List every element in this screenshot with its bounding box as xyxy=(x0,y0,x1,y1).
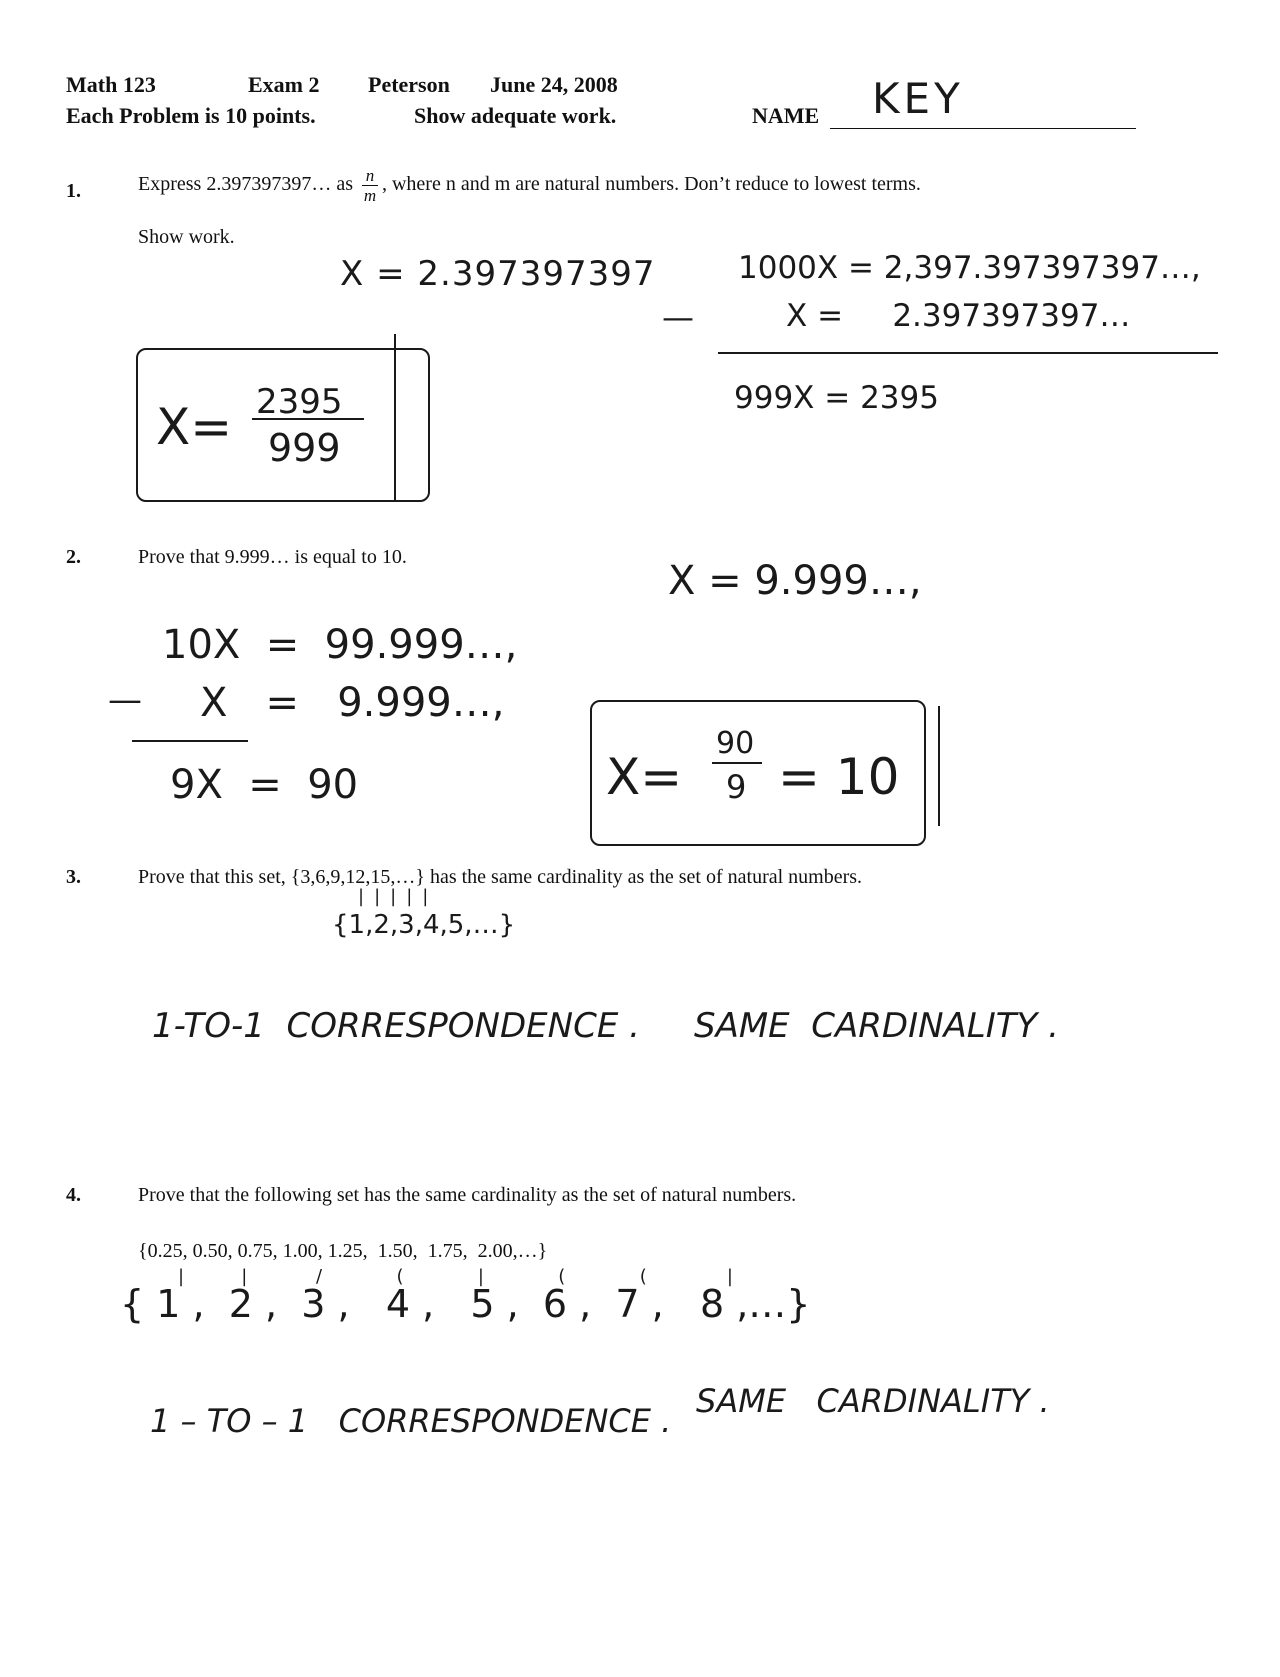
work-subtraction-rule xyxy=(718,352,1218,354)
problem-text-end: , where n and m are natural numbers. Don’t reduce to lowest terms. xyxy=(381,173,921,196)
work-x-definition: X = 9.999…, xyxy=(668,558,922,604)
header-date: June 24, 2008 xyxy=(490,72,618,97)
problem-number: 4. xyxy=(66,1184,81,1206)
work-line-subtract: X = 2.397397397… xyxy=(786,298,1131,334)
work-mapped-set: { 1 , 2 , 3 , 4 , 5 , 6 , 7 , 8 ,…} xyxy=(120,1282,811,1326)
problem-text: Prove that the following set has the same cardinality as the set of natural numbers. xyxy=(138,1184,797,1206)
header-instructions: Show adequate work. xyxy=(414,103,617,128)
header-course: Math 123 xyxy=(66,72,156,97)
answer-denominator: 9 xyxy=(726,768,747,806)
work-conclusion: SAME CARDINALITY . xyxy=(694,1006,1059,1046)
header-exam: Exam 2 xyxy=(248,72,320,97)
work-result: 9X = 90 xyxy=(170,762,359,808)
correspondence-ticks: ||||| xyxy=(358,886,439,907)
work-x-definition: X = 2.397397397 xyxy=(340,254,656,294)
problem-number: 1. xyxy=(66,180,81,202)
problem-text: Prove that this set, {3,6,9,12,15,…} has the same cardinality as the set of natural numbers. xyxy=(138,866,863,888)
answer-box-mark xyxy=(938,706,940,826)
name-value: KEY xyxy=(872,74,964,123)
work-result: 999X = 2395 xyxy=(734,380,939,416)
header-instructor: Peterson xyxy=(368,72,450,97)
work-line-top: 10X = 99.999…, xyxy=(162,622,518,668)
problem-number: 2. xyxy=(66,546,81,568)
problem-set: {0.25, 0.50, 0.75, 1.00, 1.25, 1.50, 1.75, 2.00,…} xyxy=(138,1240,548,1262)
header-points: Each Problem is 10 points. xyxy=(66,103,316,128)
name-underline xyxy=(830,128,1136,129)
work-correspondence: 1 – TO – 1 CORRESPONDENCE . xyxy=(150,1402,672,1440)
work-minus-sign: — xyxy=(108,680,142,720)
problem-text-start: Express 2.397397397… as xyxy=(138,173,353,196)
answer-lhs: X= xyxy=(606,748,683,806)
answer-rhs: = 10 xyxy=(778,748,900,806)
answer-numerator: 2395 xyxy=(256,382,343,422)
answer-box-mark xyxy=(394,334,396,502)
answer-numerator: 90 xyxy=(716,726,755,761)
work-line-subtract: X = 9.999…, xyxy=(200,680,505,726)
problem-text: Prove that 9.999… is equal to 10. xyxy=(138,546,407,568)
answer-denominator: 999 xyxy=(268,426,341,470)
problem-text-line2: Show work. xyxy=(138,226,235,248)
work-subtraction-rule xyxy=(132,740,248,742)
answer-fraction-bar xyxy=(252,418,364,420)
name-label: NAME xyxy=(752,103,820,128)
problem-number: 3. xyxy=(66,866,81,888)
work-line-top: 1000X = 2,397.397397397…, xyxy=(738,250,1201,286)
work-conclusion: SAME CARDINALITY . xyxy=(696,1382,1050,1420)
fraction-n-over-m xyxy=(362,167,378,204)
fraction-numerator: n xyxy=(365,166,375,185)
correspondence-ticks: | | / ( | ( ( | xyxy=(178,1266,733,1287)
work-correspondence: 1-TO-1 CORRESPONDENCE . xyxy=(152,1006,640,1046)
answer-fraction-bar xyxy=(712,762,762,764)
work-mapped-set: {1,2,3,4,5,…} xyxy=(332,910,516,940)
work-minus-sign: — xyxy=(662,298,694,336)
answer-lhs: X= xyxy=(156,398,233,456)
fraction-denominator: m xyxy=(363,186,377,205)
problem-text xyxy=(138,167,921,204)
